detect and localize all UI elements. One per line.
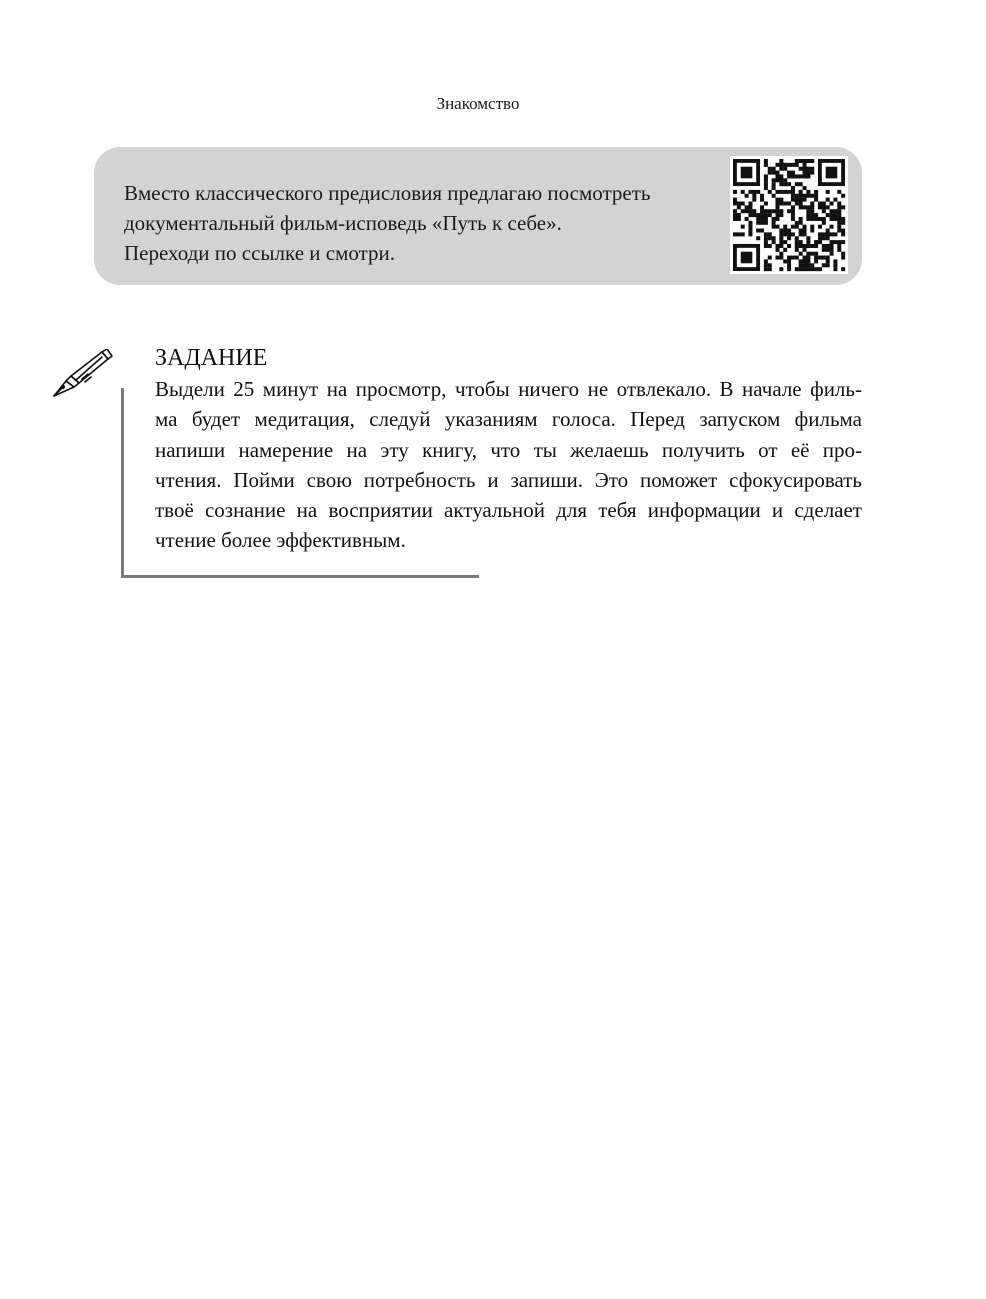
running-head: Знакомство	[436, 94, 520, 113]
task-text	[155, 374, 862, 556]
task-line: Выдели 25 минут на просмотр, чтобы ничего не отвлекало. В начале филь-	[155, 377, 862, 401]
task-line: твоё сознание на восприятии актуальной для тебя информации и сделает	[155, 498, 862, 523]
task-line: ма будет медитация, следуй указаниям голоса. Перед запуском фильма	[155, 407, 862, 432]
fountain-pen-icon	[52, 349, 114, 399]
task-line: чтение более эффективным.	[155, 528, 406, 553]
qr-code-icon[interactable]	[730, 156, 848, 274]
callout-text	[124, 178, 704, 268]
callout-line: Вместо классического предисловия предлагаю посмотреть	[124, 181, 651, 205]
video-callout-box	[94, 147, 862, 285]
callout-line: Переходи по ссылке и смотри.	[124, 241, 396, 265]
task-line: напиши намерение на эту книгу, что ты желаешь получить от её про-	[155, 437, 862, 462]
task-line: чтения. Пойми свою потребность и запиши. Это поможет сфокусировать	[155, 467, 862, 492]
task-title: ЗАДАНИЕ	[155, 345, 268, 371]
callout-line: документальный фильм-исповедь «Путь к себе».	[124, 211, 562, 235]
